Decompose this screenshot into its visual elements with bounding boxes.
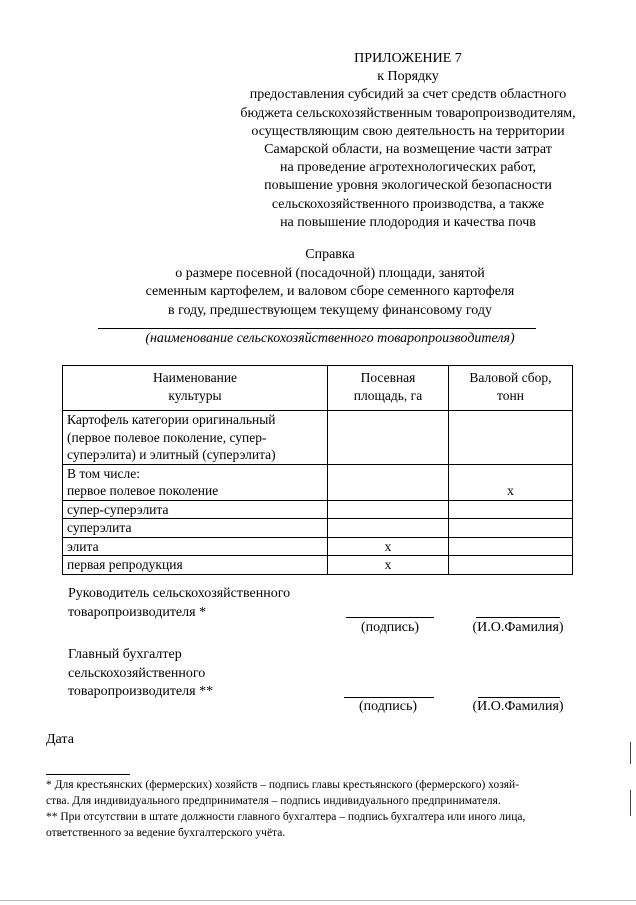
table-row [63,500,573,519]
signatory-label: Главный бухгалтер [68,647,182,662]
appendix-line: предоставления субсидий за счет средств областного [249,87,567,103]
accountant-signature-caption: (подпись) [358,699,418,714]
harvest-cell[interactable] [449,500,573,519]
harvest-cell: х [449,464,573,500]
header-text: Валовой сбор, [469,370,552,385]
culture-text: Картофель категории оригинальный [67,412,276,427]
culture-text: суперэлита) и элитный (суперэлита) [67,447,276,462]
harvest-cell[interactable] [449,411,573,465]
head-signatory [68,585,348,622]
area-cell: х [328,537,449,556]
header-text: тонн [497,387,524,403]
culture-cell [63,464,328,500]
header-text: Посевная [360,370,416,385]
appendix-line: на повышение плодородия и качества почв [280,214,536,230]
harvest-cell[interactable] [449,519,573,538]
harvest-cell[interactable] [449,537,573,556]
scan-bottom-edge [0,900,636,901]
header-harvest [449,366,573,411]
culture-cell: супер-суперэлита [63,500,328,519]
signatory-label: товаропроизводителя * [68,604,207,620]
scan-edge-mark [630,790,631,816]
signatory-label: Руководитель сельскохозяйственного [68,586,291,601]
footnote-line: ответственного за ведение бухгалтерского учёта. [46,827,286,839]
header-text: культуры [168,387,222,403]
appendix-line: сельскохозяйственного производства, а также [271,196,545,212]
appendix-line: осуществляющим свою деятельность на территории [251,123,565,139]
table-row [63,411,573,465]
area-cell: х [328,556,449,575]
culture-text: (первое полевое поколение, супер- [67,429,267,445]
footnote-line: ства. Для индивидуального предпринимателя – подпись индивидуального предпринимателя. [46,795,501,807]
footnote-line: * Для крестьянских (фермерских) хозяйств – подпись главы крестьянского (фермерского) хозяй- [46,779,520,791]
table-row [63,556,573,575]
producer-name-caption: (наименование сельскохозяйственного товаропроизводителя) [145,331,515,346]
header-area [328,366,449,411]
harvest-cell[interactable] [449,556,573,575]
culture-text: В том числе: [67,465,140,481]
culture-cell: суперэлита [63,519,328,538]
appendix-line: ПРИЛОЖЕНИЕ 7 [354,51,462,66]
appendix-line: Самарской области, на возмещение части затрат [264,142,552,158]
appendix-header [228,50,588,232]
footnote-line: ** При отсутствии в штате должности главного бухгалтера – подпись бухгалтера или иного лица, [46,811,526,823]
appendix-line: повышение уровня экологической безопасности [264,178,552,194]
appendix-line: бюджета сельскохозяйственным товаропроизводителям, [240,105,576,121]
certificate-subtitle-line: в году, предшествующем текущему финансовому году [167,302,493,318]
accountant-signature-line[interactable] [344,697,434,698]
signatory-label: товаропроизводителя ** [68,684,214,699]
table-header-row [63,366,573,411]
accountant-name-caption: (И.О.Фамилия) [472,699,564,714]
head-name-line[interactable] [476,617,560,618]
appendix-line: на проведение агротехнологических работ, [279,160,537,176]
footnotes [46,777,594,841]
scan-edge-mark [630,742,631,764]
area-cell[interactable] [328,411,449,465]
head-signature-line[interactable] [346,617,434,618]
header-text: площадь, га [353,387,423,403]
crop-table [62,365,573,575]
table-row [63,464,573,500]
signatory-label: сельскохозяйственного [68,665,206,681]
area-cell[interactable] [328,464,449,500]
date-label: Дата [46,732,74,747]
culture-cell: элита [63,537,328,556]
head-signature-caption: (подпись) [360,620,420,635]
producer-name-line [98,328,536,329]
head-name-caption: (И.О.Фамилия) [472,620,564,635]
culture-cell: первая репродукция [63,556,328,575]
footnote-separator [46,774,130,775]
certificate-heading [60,246,600,320]
culture-cell [63,411,328,465]
table-row [63,519,573,538]
accountant-name-line[interactable] [478,697,560,698]
header-text: Наименование [152,370,238,385]
certificate-subtitle-line: о размере посевной (посадочной) площади, занятой [175,265,485,281]
appendix-line: к Порядку [377,69,439,85]
certificate-title: Справка [305,247,355,262]
area-cell[interactable] [328,500,449,519]
accountant-signatory [68,646,348,702]
area-cell[interactable] [328,519,449,538]
certificate-subtitle-line: семенным картофелем, и валовом сборе семенного картофеля [145,284,515,299]
table-row [63,537,573,556]
culture-text: первое полевое поколение [67,483,219,498]
header-culture [63,366,328,411]
